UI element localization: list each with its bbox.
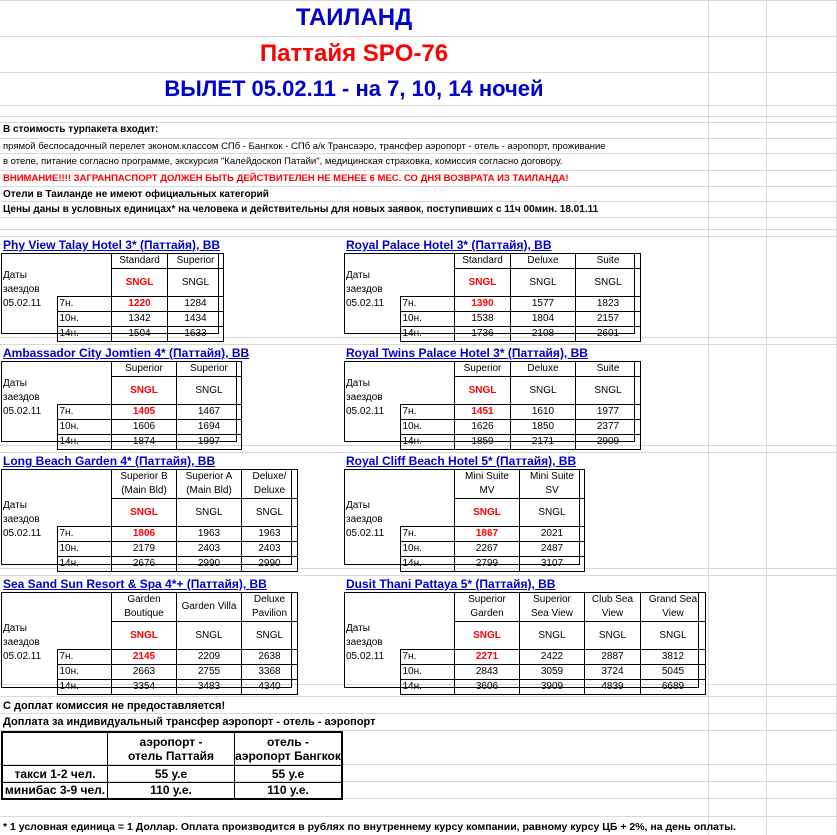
- nights-label: 10н.: [400, 312, 455, 327]
- arrival-date: 05.02.11: [346, 651, 385, 662]
- room-type-header: [168, 254, 224, 269]
- nights-label: 14н.: [400, 327, 455, 342]
- sngl-label: SNGL: [177, 377, 242, 405]
- transfer-row-label: минибас 3-9 чел.: [2, 782, 108, 799]
- room-type-header: [576, 362, 641, 377]
- empty-cell: [57, 269, 112, 297]
- price-cell: 2663: [112, 665, 177, 680]
- sngl-label: SNGL: [112, 269, 168, 297]
- transfer-price: 110 у.е.: [235, 782, 343, 799]
- room-type-header: [455, 254, 511, 269]
- price-cell: 1504: [112, 327, 168, 342]
- price-cell: 2909: [576, 435, 641, 450]
- empty-cell: [344, 362, 400, 377]
- sngl-label: SNGL: [112, 377, 177, 405]
- page-subtitle: Паттайя SPO-76: [259, 40, 449, 67]
- nights-label: 10н.: [400, 542, 455, 557]
- price-cell: 1736: [455, 327, 511, 342]
- nights-label: 14н.: [57, 557, 112, 572]
- price-cell: 1694: [177, 420, 242, 435]
- sngl-label: SNGL: [455, 377, 511, 405]
- empty-cell: [1, 435, 57, 450]
- room-type-label: Superior: [190, 363, 228, 374]
- sngl-label: SNGL: [520, 499, 585, 527]
- empty-cell: [400, 269, 455, 297]
- price-cell: 3909: [520, 680, 585, 695]
- price-cell: 3354: [112, 680, 177, 695]
- sngl-label: SNGL: [585, 622, 641, 650]
- price-cell: 1577: [511, 297, 576, 312]
- nights-label: 14н.: [57, 680, 112, 695]
- nights-label: 7н.: [57, 527, 112, 542]
- empty-cell: [344, 680, 400, 695]
- room-type-label: SV: [545, 485, 559, 496]
- price-cell: 2990: [242, 557, 298, 572]
- arrival-date: 05.02.11: [346, 528, 385, 539]
- price-cell: 2209: [177, 650, 242, 665]
- price-cell: 4839: [585, 680, 641, 695]
- price-cell: 3368: [242, 665, 298, 680]
- sngl-label: SNGL: [112, 499, 177, 527]
- room-type-label: (Main Bld): [121, 485, 167, 496]
- price-cell: 2601: [576, 327, 641, 342]
- price-cell: 1806: [112, 527, 177, 542]
- price-cell: 1977: [576, 405, 641, 420]
- sngl-label: SNGL: [112, 622, 177, 650]
- price-cell: 1626: [455, 420, 511, 435]
- sngl-label: SNGL: [242, 499, 298, 527]
- price-cell: 2179: [112, 542, 177, 557]
- empty-cell: [1, 665, 57, 680]
- price-cell: 3483: [177, 680, 242, 695]
- nights-label: 14н.: [400, 435, 455, 450]
- price-cell: 1451: [455, 405, 511, 420]
- nights-label: 7н.: [57, 297, 112, 312]
- price-cell: 2108: [511, 327, 576, 342]
- price-cell: 1963: [177, 527, 242, 542]
- price-cell: 3606: [455, 680, 520, 695]
- empty-cell: [1, 593, 57, 622]
- hotel-name-link[interactable]: Royal Palace Hotel 3* (Паттайя), BB: [346, 238, 552, 252]
- price-cell: 4340: [242, 680, 298, 695]
- room-type-header: [177, 593, 242, 622]
- empty-cell: [1, 470, 57, 499]
- hotel-name-link[interactable]: Royal Cliff Beach Hotel 5* (Паттайя), BB: [346, 454, 577, 468]
- empty-cell: [400, 254, 455, 269]
- transfer-head-2-line-1: отель -: [267, 734, 309, 749]
- room-type-label: Sea View: [530, 608, 574, 619]
- nights-label: 7н.: [400, 405, 455, 420]
- price-cell: 2145: [112, 650, 177, 665]
- price-cell: 1823: [576, 297, 641, 312]
- price-cell: 1804: [511, 312, 576, 327]
- price-cell: 2799: [455, 557, 520, 572]
- room-type-label: Garden Villa: [181, 601, 237, 612]
- dates-label: Даты заездов: [346, 377, 383, 403]
- room-type-header: [576, 254, 641, 269]
- transfer-head-2: [235, 732, 343, 765]
- nights-label: 7н.: [400, 527, 455, 542]
- price-cell: 3812: [641, 650, 706, 665]
- price-cell: 1867: [455, 527, 520, 542]
- empty-cell: [344, 593, 400, 622]
- room-type-label: Deluxe: [527, 363, 559, 374]
- price-cell: 1606: [112, 420, 177, 435]
- room-type-label: Garden: [470, 608, 504, 619]
- price-table: [344, 253, 641, 342]
- price-cell: 3107: [520, 557, 585, 572]
- price-table: [344, 469, 585, 572]
- empty-cell: [1, 362, 57, 377]
- price-cell: 2676: [112, 557, 177, 572]
- price-cell: 2157: [576, 312, 641, 327]
- hotel-name-link[interactable]: Ambassador City Jomtien 4* (Паттайя), BB: [3, 346, 250, 360]
- no-commission-note: С доплат комиссия не предоставляется!: [3, 700, 226, 712]
- room-type-label: Mini Suite: [530, 471, 574, 482]
- price-cell: 1997: [177, 435, 242, 450]
- room-type-header: [641, 593, 706, 622]
- room-type-label: Suite: [596, 363, 620, 374]
- arrival-date: 05.02.11: [3, 651, 42, 662]
- transfer-head-2-line-2: аэропорт Бангкок: [235, 748, 341, 763]
- sngl-label: SNGL: [511, 377, 576, 405]
- price-table: [344, 592, 706, 695]
- nights-label: 10н.: [57, 312, 112, 327]
- hotel-name-link[interactable]: Royal Twins Palace Hotel 3* (Паттайя), BB: [346, 346, 588, 360]
- hotel-name-link[interactable]: Dusit Thani Pattaya 5* (Паттайя), BB: [346, 577, 556, 591]
- empty-cell: [344, 254, 400, 269]
- empty-cell: [344, 435, 400, 450]
- arrival-date: 05.02.11: [3, 298, 42, 309]
- transfer-row-label: такси 1-2 чел.: [2, 765, 108, 782]
- price-cell: 1859: [455, 435, 511, 450]
- room-type-header: [455, 362, 511, 377]
- nights-label: 7н.: [57, 405, 112, 420]
- empty-cell: [57, 622, 112, 650]
- sngl-label: SNGL: [242, 622, 298, 650]
- hotel-name-link[interactable]: Phy View Talay Hotel 3* (Паттайя), BB: [3, 238, 221, 252]
- room-type-label: Superior: [125, 363, 163, 374]
- transfer-title: Доплата за индивидуальный трансфер аэропорт - отель - аэропорт: [3, 716, 376, 728]
- empty-cell: [344, 542, 400, 557]
- price-cell: 2422: [520, 650, 585, 665]
- sngl-label: SNGL: [168, 269, 224, 297]
- room-type-label: Suite: [596, 255, 620, 266]
- room-type-header: [112, 254, 168, 269]
- price-cell: 2755: [177, 665, 242, 680]
- dates-label: Даты заездов: [3, 377, 40, 403]
- nights-label: 14н.: [57, 435, 112, 450]
- dates-label: Даты заездов: [346, 269, 383, 295]
- price-cell: 2171: [511, 435, 576, 450]
- nights-label: 7н.: [400, 650, 455, 665]
- sngl-label: SNGL: [177, 622, 242, 650]
- nights-label: 10н.: [400, 420, 455, 435]
- sngl-label: SNGL: [520, 622, 585, 650]
- room-type-label: Superior A: [185, 471, 233, 482]
- empty-cell: [344, 470, 400, 499]
- room-type-header: [112, 362, 177, 377]
- room-type-label: View: [662, 608, 684, 619]
- dates-label: Даты заездов: [3, 622, 40, 648]
- price-cell: 1342: [112, 312, 168, 327]
- arrival-date: 05.02.11: [346, 298, 385, 309]
- price-cell: 6689: [641, 680, 706, 695]
- room-type-label: Pavilion: [251, 608, 288, 619]
- room-type-label: Superior: [463, 363, 502, 374]
- transfer-price: 55 у.е: [108, 765, 235, 782]
- no-categories-note: Отели в Таиланде не имеют официальных категорий: [3, 189, 269, 200]
- transfer-head-1-line-2: отель Паттайя: [127, 748, 215, 763]
- sngl-label: SNGL: [455, 269, 511, 297]
- price-cell: 2843: [455, 665, 520, 680]
- room-type-header: [177, 470, 242, 499]
- empty-cell: [1, 542, 57, 557]
- empty-cell: [57, 593, 112, 622]
- price-cell: 2487: [520, 542, 585, 557]
- price-cell: 2887: [585, 650, 641, 665]
- price-cell: 3724: [585, 665, 641, 680]
- price-table: [1, 253, 224, 342]
- empty-cell: [400, 470, 455, 499]
- nights-label: 10н.: [57, 420, 112, 435]
- includes-line-1: прямой беспосадочный перелет эконом.классом СПб - Бангкок - СПб а/к Трансаэро, трансфер аэропорт - отель - аэропорт, проживание: [3, 141, 606, 152]
- empty-cell: [57, 254, 112, 269]
- price-cell: 1963: [242, 527, 298, 542]
- price-cell: 1874: [112, 435, 177, 450]
- room-type-label: Garden: [127, 594, 161, 605]
- empty-cell: [344, 557, 400, 572]
- nights-label: 14н.: [57, 327, 112, 342]
- room-type-header: [520, 593, 585, 622]
- room-type-label: Superior: [176, 255, 215, 266]
- sngl-label: SNGL: [511, 269, 576, 297]
- room-type-label: MV: [479, 485, 495, 496]
- nights-label: 7н.: [57, 650, 112, 665]
- empty-cell: [57, 377, 112, 405]
- sngl-label: SNGL: [576, 377, 641, 405]
- nights-label: 7н.: [400, 297, 455, 312]
- dates-label: Даты заездов: [3, 269, 40, 295]
- transfer-corner: [2, 732, 108, 765]
- arrival-date: 05.02.11: [3, 528, 42, 539]
- hotel-name-link[interactable]: Sea Sand Sun Resort & Spa 4*+ (Паттайя), BB: [3, 577, 267, 591]
- price-table: [1, 592, 298, 695]
- room-type-header: [455, 470, 520, 499]
- arrival-date: 05.02.11: [346, 406, 385, 417]
- room-type-label: Grand Sea: [648, 594, 698, 605]
- empty-cell: [344, 665, 400, 680]
- nights-label: 14н.: [400, 680, 455, 695]
- empty-cell: [344, 420, 400, 435]
- room-type-header: [112, 593, 177, 622]
- nights-label: 10н.: [57, 542, 112, 557]
- price-cell: 1633: [168, 327, 224, 342]
- price-cell: 1390: [455, 297, 511, 312]
- room-type-label: Deluxe/: [252, 471, 287, 482]
- empty-cell: [1, 557, 57, 572]
- price-table: [1, 469, 298, 572]
- price-cell: 1220: [112, 297, 168, 312]
- empty-cell: [400, 593, 455, 622]
- sngl-label: SNGL: [641, 622, 706, 650]
- price-cell: 2271: [455, 650, 520, 665]
- price-cell: 2267: [455, 542, 520, 557]
- room-type-label: Boutique: [124, 608, 164, 619]
- empty-cell: [1, 420, 57, 435]
- transfer-head-1-line-1: аэропорт -: [139, 734, 203, 749]
- nights-label: 14н.: [400, 557, 455, 572]
- price-cell: 3059: [520, 665, 585, 680]
- empty-cell: [1, 327, 57, 342]
- price-table: [1, 361, 242, 450]
- room-type-label: Superior B: [120, 471, 168, 482]
- price-cell: 1284: [168, 297, 224, 312]
- arrival-date: 05.02.11: [3, 406, 42, 417]
- room-type-header: [520, 470, 585, 499]
- room-type-label: Deluxe: [527, 255, 559, 266]
- price-table: [344, 361, 641, 450]
- sngl-label: SNGL: [177, 499, 242, 527]
- empty-cell: [1, 254, 57, 269]
- room-type-header: [242, 470, 298, 499]
- page-title: ТАИЛАНД: [295, 4, 413, 31]
- room-type-header: [112, 470, 177, 499]
- price-cell: 2990: [177, 557, 242, 572]
- empty-cell: [344, 327, 400, 342]
- price-cell: 2377: [576, 420, 641, 435]
- room-type-label: Club Sea: [591, 594, 634, 605]
- price-cell: 5045: [641, 665, 706, 680]
- dates-label: Даты заездов: [346, 499, 383, 525]
- footnote: * 1 условная единица = 1 Доллар. Оплата производится в рублях по внутреннему курсу компании, равному курсу ЦБ + 2%, на день оплаты.: [3, 821, 737, 833]
- price-cell: 1850: [511, 420, 576, 435]
- departure-line: ВЫЛЕТ 05.02.11 - на 7, 10, 14 ночей: [164, 76, 544, 101]
- price-cell: 1467: [177, 405, 242, 420]
- transfer-table: [1, 731, 343, 800]
- price-cell: 2403: [177, 542, 242, 557]
- sngl-label: SNGL: [455, 499, 520, 527]
- room-type-label: (Main Bld): [186, 485, 232, 496]
- room-type-label: Deluxe: [253, 485, 286, 496]
- empty-cell: [1, 312, 57, 327]
- dates-label: Даты заездов: [3, 499, 40, 525]
- room-type-label: Deluxe: [253, 594, 286, 605]
- empty-cell: [400, 377, 455, 405]
- room-type-header: [511, 362, 576, 377]
- empty-cell: [400, 622, 455, 650]
- room-type-header: [242, 593, 298, 622]
- room-type-header: [177, 362, 242, 377]
- nights-label: 10н.: [400, 665, 455, 680]
- empty-cell: [344, 312, 400, 327]
- room-type-label: View: [601, 608, 624, 619]
- transfer-head-1: [108, 732, 235, 765]
- dates-label: Даты заездов: [346, 622, 383, 648]
- price-cell: 2638: [242, 650, 298, 665]
- nights-label: 10н.: [57, 665, 112, 680]
- room-type-label: Standard: [462, 255, 503, 266]
- price-cell: 1434: [168, 312, 224, 327]
- empty-cell: [57, 499, 112, 527]
- hotel-name-link[interactable]: Long Beach Garden 4* (Паттайя), BB: [3, 454, 216, 468]
- empty-cell: [1, 680, 57, 695]
- room-type-header: [585, 593, 641, 622]
- sngl-label: SNGL: [576, 269, 641, 297]
- empty-cell: [400, 499, 455, 527]
- prices-note: Цены даны в условных единицах* на человека и действительны для новых заявок, поступивших с 11ч 00мин. 18.01.11: [3, 204, 599, 215]
- price-cell: 2021: [520, 527, 585, 542]
- price-cell: 1405: [112, 405, 177, 420]
- includes-line-2: в отеле, питание согласно программе, экскурсия "Калейдоскоп Патайи", медицинская страховка, комиссия согласно договору.: [3, 156, 563, 167]
- room-type-header: [455, 593, 520, 622]
- room-type-label: Mini Suite: [465, 471, 509, 482]
- includes-header: В стоимость турпакета входит:: [3, 124, 159, 135]
- price-cell: 1538: [455, 312, 511, 327]
- price-cell: 2403: [242, 542, 298, 557]
- transfer-price: 110 у.е.: [108, 782, 235, 799]
- transfer-price: 55 у.е: [235, 765, 343, 782]
- empty-cell: [57, 362, 112, 377]
- price-cell: 1610: [511, 405, 576, 420]
- room-type-label: Superior: [533, 594, 571, 605]
- empty-cell: [57, 470, 112, 499]
- empty-cell: [400, 362, 455, 377]
- room-type-header: [511, 254, 576, 269]
- sngl-label: SNGL: [455, 622, 520, 650]
- room-type-label: Standard: [119, 255, 160, 266]
- room-type-label: Superior: [468, 594, 506, 605]
- passport-warning: ВНИМАНИЕ!!!! ЗАГРАНПАСПОРТ ДОЛЖЕН БЫТЬ ДЕЙСТВИТЕЛЕН НЕ МЕНЕЕ 6 МЕС. СО ДНЯ ВОЗВРАТА ИЗ ТАИЛАНДА!: [3, 173, 569, 184]
